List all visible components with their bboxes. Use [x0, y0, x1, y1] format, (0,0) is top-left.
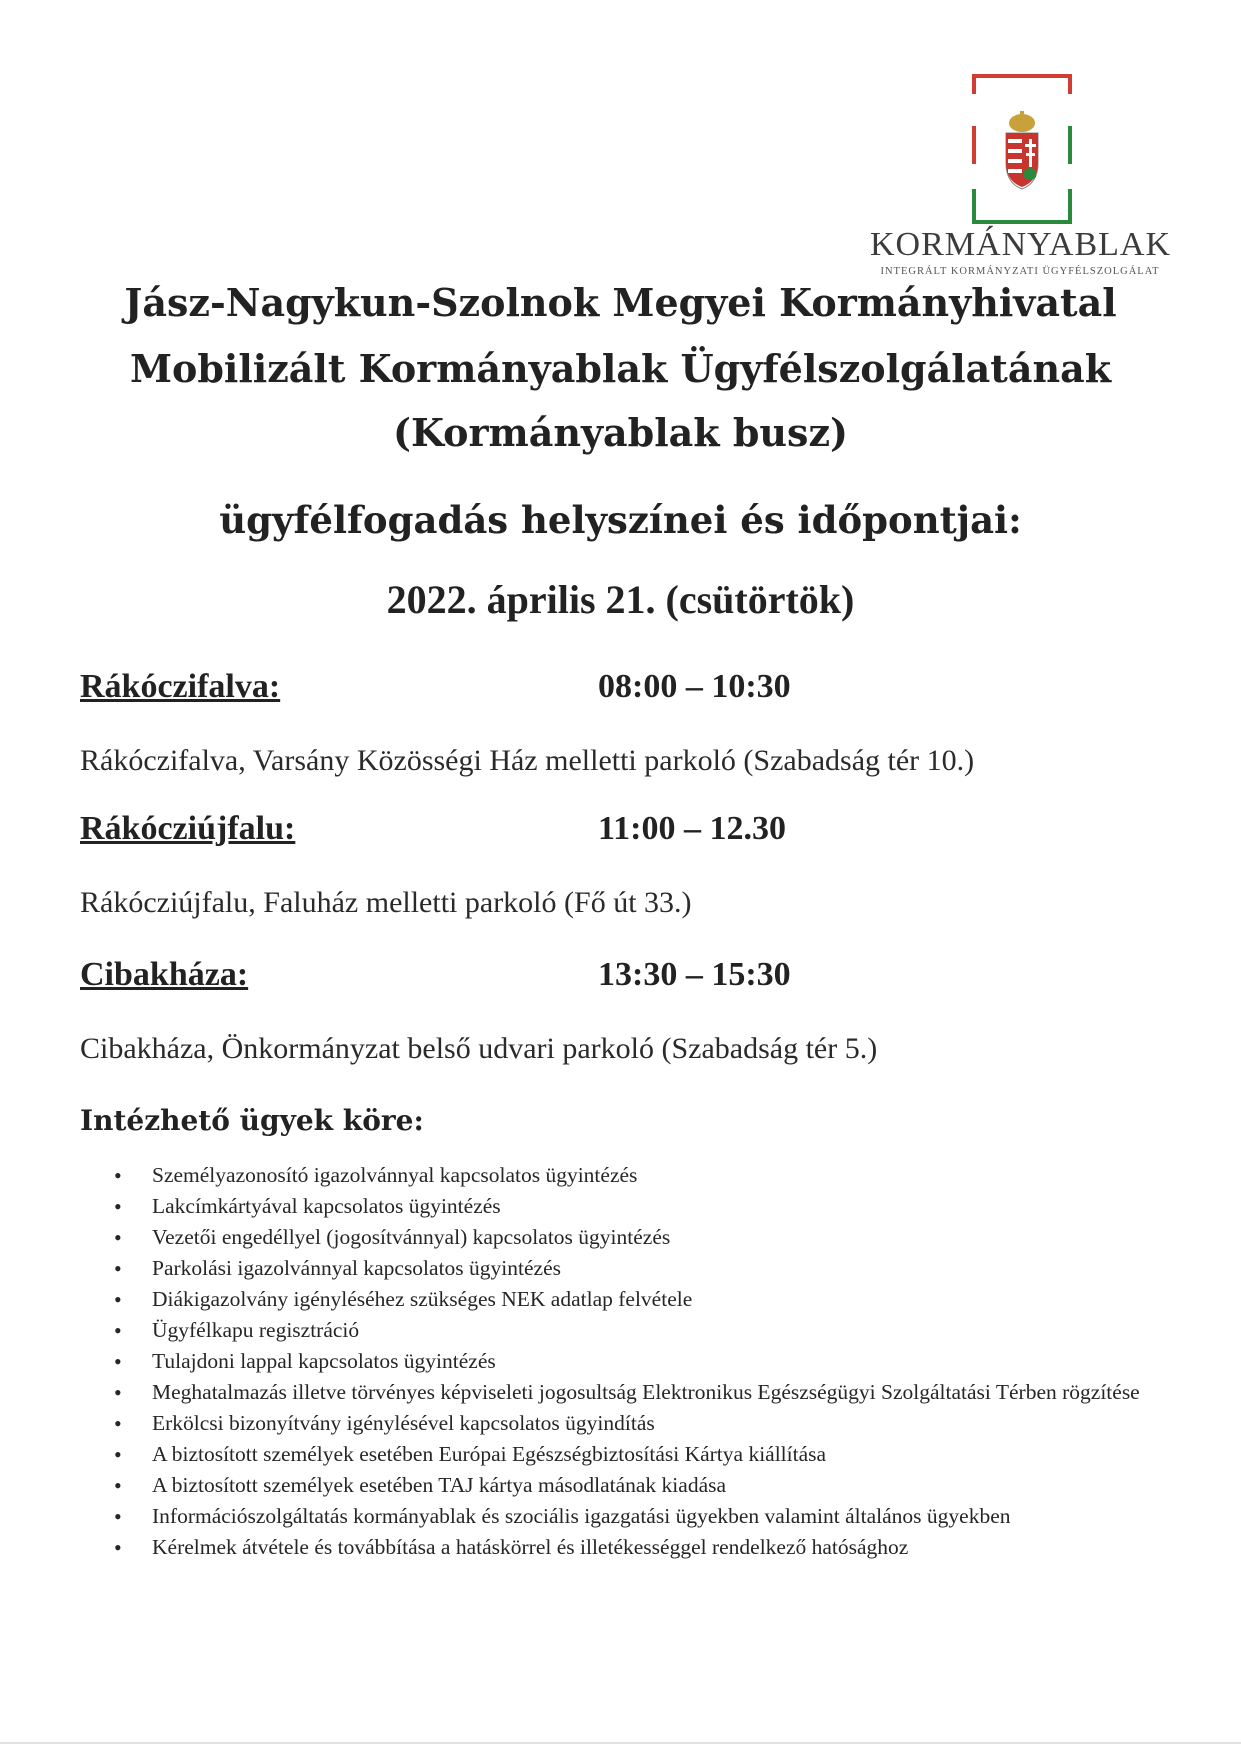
location-name: Rákócziújfalu:	[80, 810, 296, 847]
services-list	[152, 1160, 1170, 1563]
schedule-date: 2022. április 21. (csütörtök)	[386, 577, 855, 622]
location-time: 11:00 – 12.30	[598, 810, 786, 847]
location-name: Rákóczifalva:	[80, 668, 281, 705]
location-time: 08:00 – 10:30	[598, 668, 791, 705]
list-item: • Vezetői engedéllyel (jogosítvánnyal) kapcsolatos ügyintézés	[152, 1222, 1170, 1253]
page-bottom-divider	[0, 1742, 1241, 1744]
list-item: • A biztosított személyek esetében TAJ kártya másodlatának kiadása	[152, 1470, 1170, 1501]
list-item: • Diákigazolvány igényléséhez szükséges NEK adatlap felvétele	[152, 1284, 1170, 1315]
list-item: • Parkolási igazolvánnyal kapcsolatos ügyintézés	[152, 1253, 1170, 1284]
schedule-subtitle: ügyfélfogadás helyszínei és időpontjai:	[219, 498, 1022, 542]
location-address: Rákóczifalva, Varsány Közösségi Ház melletti parkoló (Szabadság tér 10.)	[80, 744, 975, 777]
hungarian-coat-of-arms-icon	[1002, 111, 1042, 191]
list-item: • Ügyfélkapu regisztráció	[152, 1315, 1170, 1346]
location-address: Rákócziújfalu, Faluház melletti parkoló (Fő út 33.)	[80, 886, 692, 919]
services-title: Intézhető ügyek köre:	[80, 1104, 424, 1137]
kormanyablak-logo	[870, 74, 1172, 277]
list-item: • Erkölcsi bizonyítvány igénylésével kapcsolatos ügyindítás	[152, 1408, 1170, 1439]
title-line-3: (Kormányablak busz)	[392, 410, 849, 455]
title-line-2: Mobilizált Kormányablak Ügyfélszolgálatának	[129, 346, 1112, 391]
list-item: • A biztosított személyek esetében Európai Egészségbiztosítási Kártya kiállítása	[152, 1439, 1170, 1470]
logo-name: KORMÁNYABLAK	[870, 226, 1172, 263]
location-time: 13:30 – 15:30	[598, 956, 791, 993]
list-item: • Személyazonosító igazolvánnyal kapcsolatos ügyintézés	[152, 1160, 1170, 1191]
list-item: • Tulajdoni lappal kapcsolatos ügyintézés	[152, 1346, 1170, 1377]
list-item: • Meghatalmazás illetve törvényes képviseleti jogosultság Elektronikus Egészségügyi Szolgáltatási Térben rögzítése	[152, 1377, 1170, 1408]
logo-subtitle: INTEGRÁLT KORMÁNYZATI ÜGYFÉLSZOLGÁLAT	[880, 266, 1160, 277]
location-name: Cibakháza:	[80, 956, 249, 993]
location-address: Cibakháza, Önkormányzat belső udvari parkoló (Szabadság tér 5.)	[80, 1032, 878, 1065]
title-line-1: Jász-Nagykun-Szolnok Megyei Kormányhivatal	[124, 280, 1117, 325]
list-item: • Lakcímkártyával kapcsolatos ügyintézés	[152, 1191, 1170, 1222]
list-item: • Kérelmek átvétele és továbbítása a hatáskörrel és illetékességgel rendelkező hatósághoz	[152, 1532, 1170, 1563]
list-item: • Információszolgáltatás kormányablak és szociális igazgatási ügyekben valamint általános ügyekben	[152, 1501, 1170, 1532]
